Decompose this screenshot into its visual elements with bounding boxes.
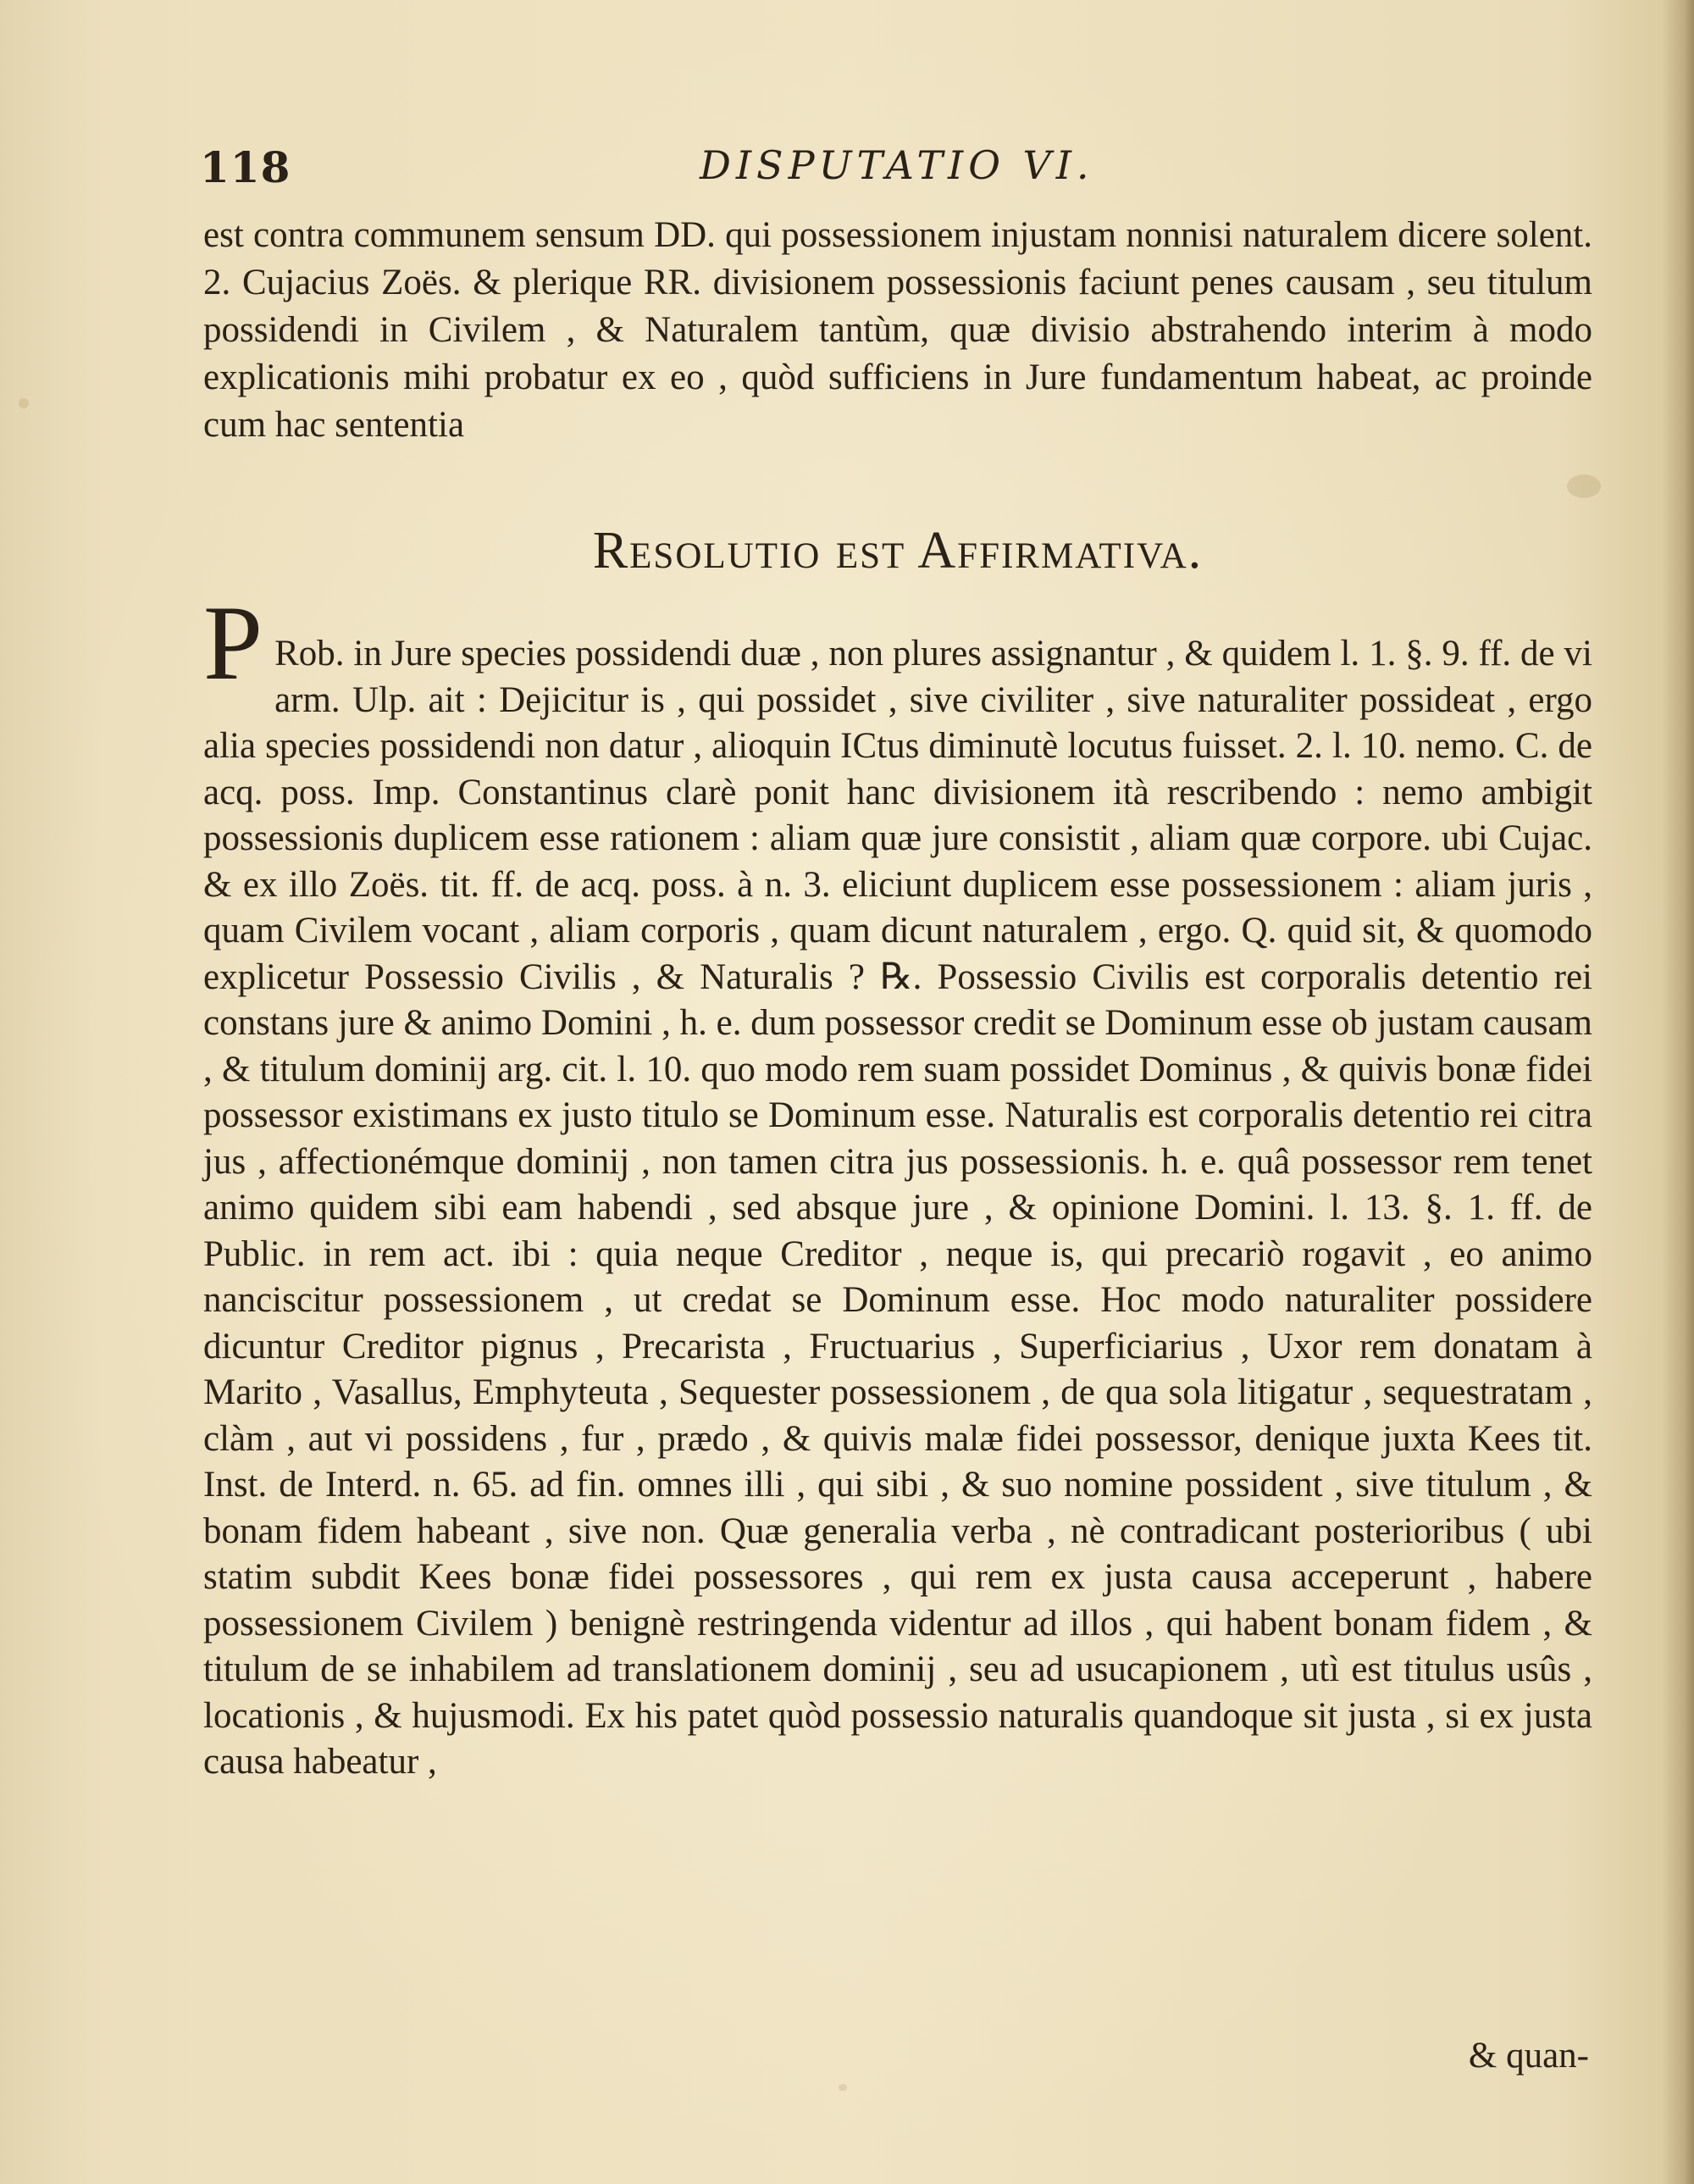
opening-paragraph: est contra communem sensum DD. qui possessionem injustam nonnisi naturalem dicere solent. 2. Cujacius Zoës. & plerique RR. divisionem possessionis faciunt penes causam , seu titulum possidendi in Civilem , & Naturalem tantùm, quæ divisio abstrahendo interim à modo explicationis mihi probatur ex eo , quòd sufficiens in Jure fundamentum habeat, ac proinde cum hac sententia bbox=[203, 215, 1592, 445]
main-paragraph: Rob. in Jure species possidendi duæ , non plures assignantur , & quidem l. 1. §. 9. ff. de vi arm. Ulp. ait : Dejicitur is , qui possidet , sive civiliter , sive naturaliter possideat , ergo alia species possidendi non datur , alioquin ICtus diminutè locutus fuisset. 2. l. 10. nemo. C. de acq. poss. Imp. Constantinus clarè ponit hanc divisionem ità rescribendo : nemo ambigit possessionis duplicem esse rationem : aliam quæ jure consistit , aliam quæ corpore. ubi Cujac. & ex illo Zoës. tit. ff. de acq. poss. à n. 3. eliciunt duplicem esse possessionem : aliam juris , quam Civilem vocant , aliam corporis , quam dicunt naturalem , ergo. Q. quid sit, & quomodo explicetur Possessio Civilis , & Naturalis ? ℞. Possessio Civilis est corporalis detentio rei constans jure & animo Domini , h. e. dum possessor credit se Dominum esse ob justam causam , & titulum dominij arg. cit. l. 10. quo modo rem suam possidet Dominus , & quivis bonæ fidei possessor existimans ex justo titulo se Dominum esse. Naturalis est corporalis detentio rei citra jus , affectionémque dominij , non tamen citra jus possessionis. h. e. quâ possessor rem tenet animo quidem sibi eam habendi , sed absque jure , & opinione Domini. l. 13. §. 1. ff. de Public. in rem act. ibi : quia neque Creditor , neque is, qui precariò rogavit , eo animo nanciscitur possessionem , ut credat se Dominum esse. Hoc modo naturaliter possidere dicuntur Creditor pignus , Precarista , Fructuarius , Superficiarius , Uxor rem donatam à Marito , Vasallus, Emphyteuta , Sequester possessionem , de qua sola litigatur , sequestratam , clàm , aut vi possidens , fur , prædo , & quivis malæ fidei possessor, denique juxta Kees tit. Inst. de Interd. n. 65. ad fin. omnes illi , qui sibi , & suo nomine possident , sive titulum , & bonam fidem habeant , sive non. Quæ generalia verba , nè contradicant posterioribus ( ubi statim subdit Kees bonæ fidei possessores , qui rem ex justa causa acceperunt , habere possessionem Civilem ) benignè restringenda videntur ad illos , qui habent bonam fidem , & titulum de se inhabilem ad translationem dominij , seu ad usucapionem , utì est titulus usûs , locationis , & hujusmodi. Ex his patet quòd possessio naturalis quandoque sit justa , si ex justa causa habeatur , bbox=[203, 634, 1592, 1782]
main-paragraph-block bbox=[203, 585, 1592, 1822]
section-heading: Resolutio est Affirmativa. bbox=[592, 522, 1204, 579]
page-header bbox=[200, 142, 1597, 202]
foxing-spot bbox=[839, 2084, 847, 2091]
drop-cap: P bbox=[203, 585, 263, 702]
foxing-spot bbox=[19, 398, 29, 408]
opening-paragraph-block bbox=[203, 212, 1592, 449]
page-gutter-shadow bbox=[1662, 0, 1694, 2184]
foxing-spot bbox=[1567, 474, 1601, 498]
running-head: DISPUTATIO VI. bbox=[700, 142, 1094, 188]
page-number: 118 bbox=[200, 142, 291, 192]
catchword: & quan- bbox=[1468, 2036, 1589, 2076]
